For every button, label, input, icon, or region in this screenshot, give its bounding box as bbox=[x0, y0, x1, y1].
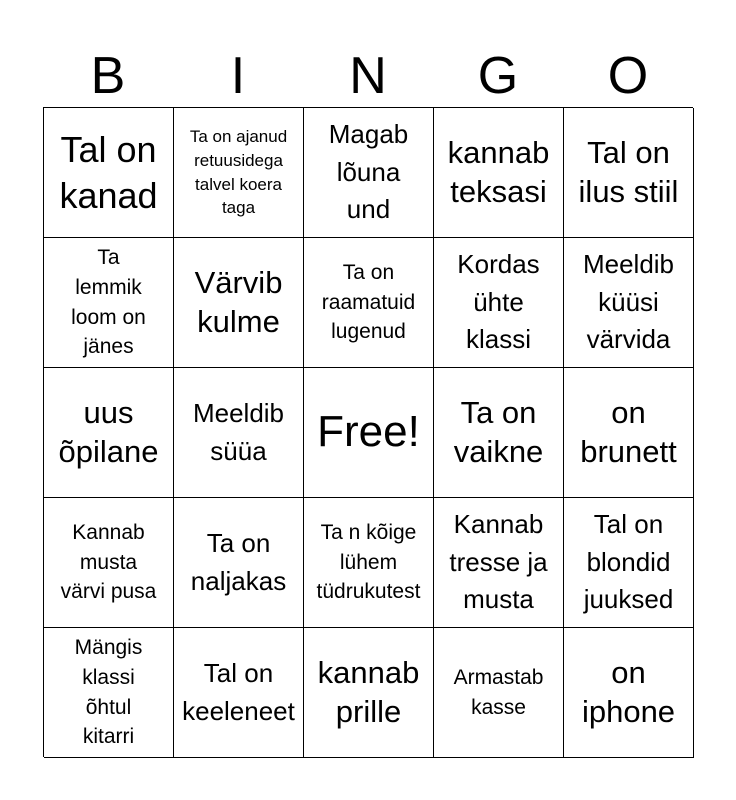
header-letter-i: I bbox=[230, 47, 246, 105]
cell-text: Meeldib süüa bbox=[192, 397, 285, 466]
bingo-free-cell[interactable] bbox=[304, 368, 434, 498]
bingo-cell[interactable] bbox=[304, 108, 434, 238]
bingo-cell[interactable] bbox=[174, 498, 304, 628]
header-letter-n: N bbox=[349, 47, 387, 105]
cell-text: Ta on naljakas bbox=[190, 527, 287, 596]
bingo-cell[interactable] bbox=[434, 628, 564, 758]
bingo-cell[interactable] bbox=[434, 368, 564, 498]
bingo-header bbox=[43, 46, 693, 106]
bingo-cell[interactable] bbox=[434, 498, 564, 628]
bingo-cell[interactable] bbox=[564, 498, 694, 628]
bingo-cell[interactable] bbox=[564, 368, 694, 498]
bingo-cell[interactable] bbox=[44, 368, 174, 498]
bingo-cell[interactable] bbox=[44, 108, 174, 238]
cell-text: Kannab musta värvi pusa bbox=[60, 520, 157, 604]
bingo-cell[interactable] bbox=[434, 108, 564, 238]
cell-text: Värvib kulme bbox=[194, 264, 283, 339]
bingo-cell[interactable] bbox=[44, 238, 174, 368]
bingo-cell[interactable] bbox=[174, 628, 304, 758]
cell-text: Ta on vaikne bbox=[453, 394, 544, 469]
cell-text: Armastab kasse bbox=[453, 665, 544, 719]
cell-text: Tal on kanad bbox=[59, 128, 158, 216]
bingo-board bbox=[43, 107, 693, 757]
cell-text: Ta n kõige lühem tüdrukutest bbox=[316, 520, 421, 604]
bingo-cell[interactable] bbox=[434, 238, 564, 368]
bingo-cell[interactable] bbox=[304, 238, 434, 368]
cell-text: Tal on ilus stiil bbox=[578, 134, 679, 209]
bingo-cell[interactable] bbox=[564, 108, 694, 238]
cell-text: kannab teksasi bbox=[447, 134, 550, 209]
bingo-cell[interactable] bbox=[304, 628, 434, 758]
cell-text: kannab prille bbox=[317, 654, 420, 729]
free-space-text: Free! bbox=[317, 407, 420, 457]
cell-text: Tal on blondid juuksed bbox=[583, 508, 674, 615]
cell-text: Ta on raamatuid lugenud bbox=[321, 260, 416, 344]
bingo-cell[interactable] bbox=[564, 628, 694, 758]
bingo-cell[interactable] bbox=[304, 498, 434, 628]
bingo-cell[interactable] bbox=[174, 238, 304, 368]
cell-text: Mängis klassi õhtul kitarri bbox=[74, 635, 143, 749]
bingo-cell[interactable] bbox=[174, 108, 304, 238]
cell-text: Magab lõuna und bbox=[328, 118, 409, 225]
header-letter-o: O bbox=[607, 47, 649, 105]
header-letter-g: G bbox=[477, 47, 519, 105]
cell-text: Ta on ajanud retuusidega talvel koera taga bbox=[189, 126, 288, 218]
cell-text: Kordas ühte klassi bbox=[457, 248, 540, 355]
bingo-cell[interactable] bbox=[564, 238, 694, 368]
bingo-cell[interactable] bbox=[44, 628, 174, 758]
cell-text: Meeldib küüsi värvida bbox=[582, 248, 675, 355]
bingo-cell[interactable] bbox=[174, 368, 304, 498]
header-letter-b: B bbox=[90, 47, 126, 105]
cell-text: Kannab tresse ja musta bbox=[449, 508, 548, 615]
cell-text: on brunett bbox=[580, 394, 677, 469]
bingo-cell[interactable] bbox=[44, 498, 174, 628]
cell-text: on iphone bbox=[581, 654, 676, 729]
cell-text: uus õpilane bbox=[58, 394, 159, 469]
cell-text: Tal on keeleneet bbox=[182, 657, 295, 726]
cell-text: Ta lemmik loom on jänes bbox=[71, 245, 146, 359]
